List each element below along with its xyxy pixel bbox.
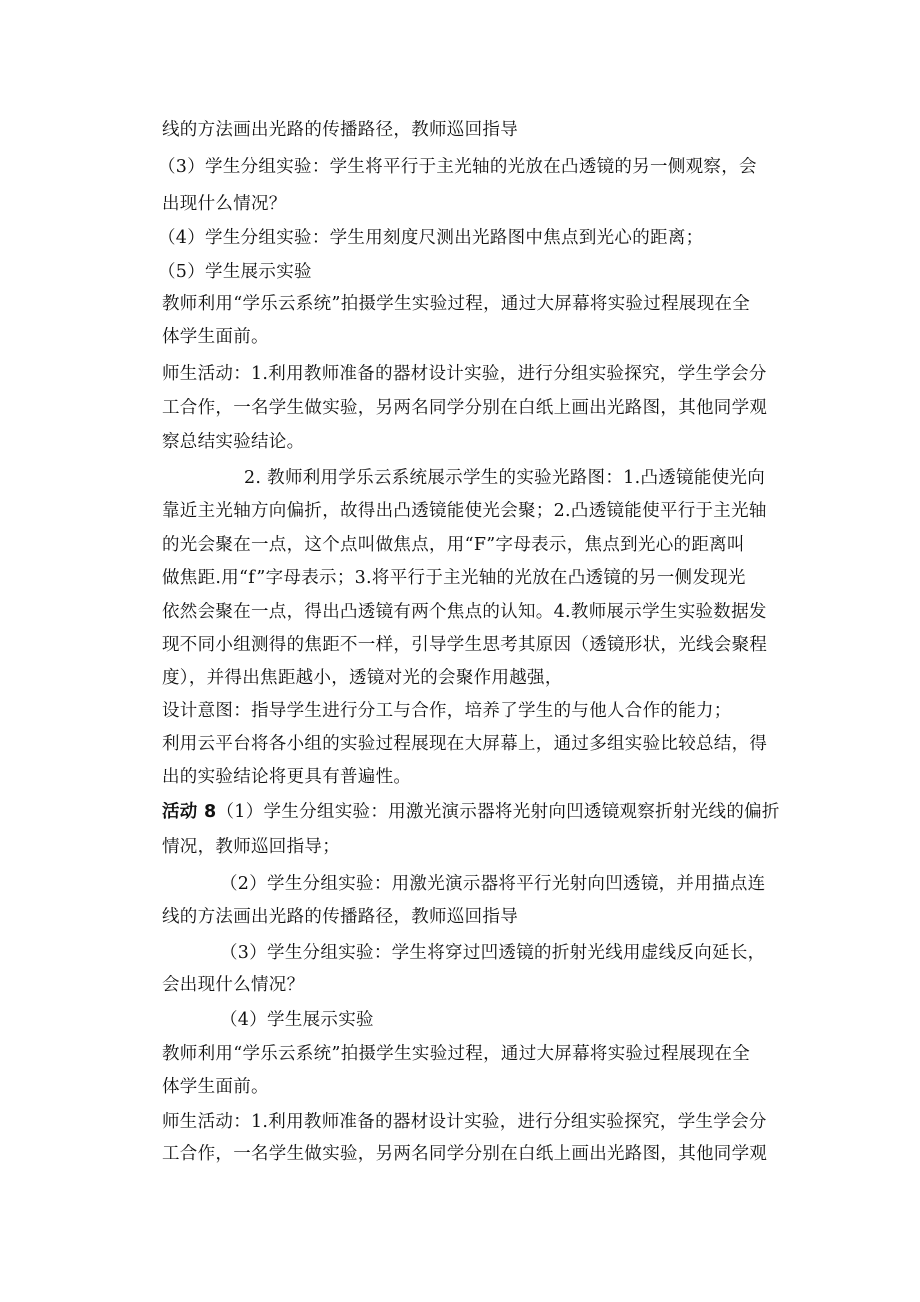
text-line: （2）学生分组实验：用激光演示器将平行光射向凹透镜，并用描点连 [220, 874, 766, 894]
text-line: 度），并得出焦距越小，透镜对光的会聚作用越强， [162, 668, 563, 688]
text-line: 做焦距.用“f”字母表示；3.将平行于主光轴的光放在凸透镜的另一侧发现光 [162, 568, 746, 588]
text-line [162, 800, 812, 824]
text-line: （5）学生展示实验 [158, 262, 312, 282]
text-line: 师生活动：1.利用教师准备的器材设计实验，进行分组实验探究，学生学会分 [162, 1112, 767, 1132]
text-line: 教师利用“学乐云系统”拍摄学生实验过程，通过大屏幕将实验过程展现在全 [162, 1044, 751, 1064]
text-line: 师生活动：1.利用教师准备的器材设计实验，进行分组实验探究，学生学会分 [162, 364, 767, 384]
text-line: 2. 教师利用学乐云系统展示学生的实验光路图：1.凸透镜能使光向 [244, 468, 766, 488]
text-line: 会出现什么情况？ [162, 975, 305, 995]
text-line: 体学生面前。 [162, 327, 269, 347]
text-line: （3）学生分组实验：学生将平行于主光轴的光放在凸透镜的另一侧观察，会 [158, 157, 757, 177]
activity-text: （1）学生分组实验：用激光演示器将光射向凹透镜观察折射光线的偏折 [216, 802, 780, 822]
text-line: 体学生面前。 [162, 1077, 269, 1097]
text-line: 工合作，一名学生做实验，另两名同学分别在白纸上画出光路图，其他同学观 [162, 398, 768, 418]
text-line: 线的方法画出光路的传播路径，教师巡回指导 [162, 120, 518, 140]
activity-label: 活动 8 [162, 802, 217, 822]
text-line: 现不同小组测得的焦距不一样，引导学生思考其原因（透镜形状，光线会聚程 [162, 635, 768, 655]
text-line: 线的方法画出光路的传播路径，教师巡回指导 [162, 907, 518, 927]
text-line: 出现什么情况？ [162, 194, 287, 214]
text-line: 设计意图：指导学生进行分工与合作，培养了学生的与他人合作的能力； [162, 701, 732, 721]
text-line: 工合作，一名学生做实验，另两名同学分别在白纸上画出光路图，其他同学观 [162, 1144, 768, 1164]
text-line: 情况，教师巡回指导； [162, 837, 340, 857]
text-line: 利用云平台将各小组的实验过程展现在大屏幕上，通过多组实验比较总结，得 [162, 734, 768, 754]
text-line: 靠近主光轴方向偏折，故得出凸透镜能使光会聚；2.凸透镜能使平行于主光轴 [162, 501, 767, 521]
text-line: 出的实验结论将更具有普遍性。 [162, 767, 412, 787]
text-line: 的光会聚在一点，这个点叫做焦点，用“F”字母表示，焦点到光心的距离叫 [162, 535, 745, 555]
text-line: （3）学生分组实验：学生将穿过凹透镜的折射光线用虚线反向延长， [220, 943, 766, 963]
text-line: 教师利用“学乐云系统”拍摄学生实验过程，通过大屏幕将实验过程展现在全 [162, 294, 751, 314]
text-line: 察总结实验结论。 [162, 432, 305, 452]
text-line: （4）学生分组实验：学生用刻度尺测出光路图中焦点到光心的距离； [158, 228, 704, 248]
text-line: 依然会聚在一点，得出凸透镜有两个焦点的认知。4.教师展示学生实验数据发 [162, 602, 767, 622]
text-line: （4）学生展示实验 [220, 1010, 374, 1030]
